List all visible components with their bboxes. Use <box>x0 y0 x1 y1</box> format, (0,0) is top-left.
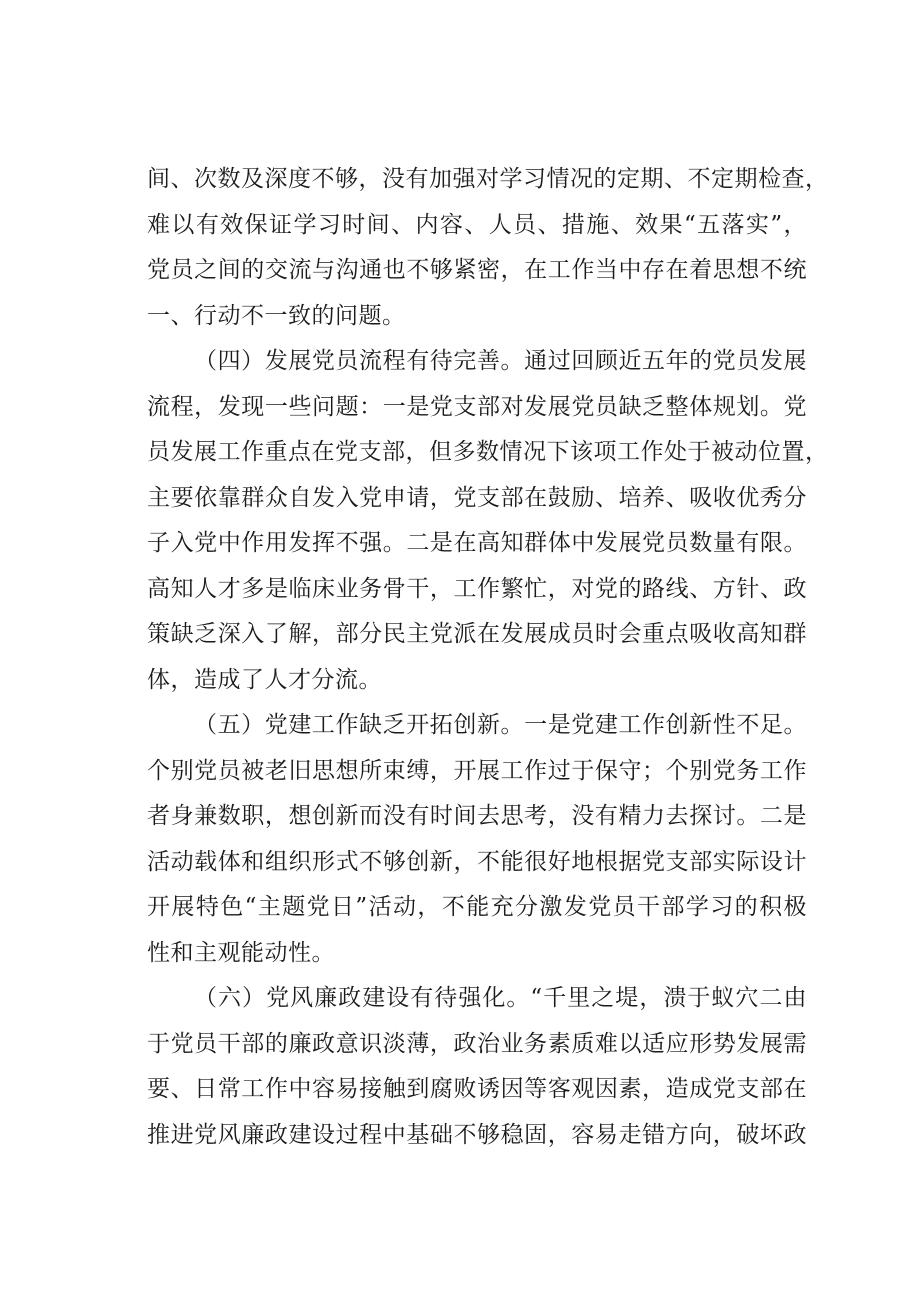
text-line: 一、行动不一致的问题。 <box>147 302 406 329</box>
text-line: 策缺乏深入了解，部分民主党派在发展成员时会重点吸收高知群 <box>147 621 807 647</box>
text-line: 性和主观能动性。 <box>147 939 335 966</box>
text-line: 间、次数及深度不够，没有加强对学习情况的定期、不定期检查， <box>147 166 829 192</box>
text-line: 子入党中作用发挥不强。二是在高知群体中发展党员数量有限。 <box>147 530 807 556</box>
section-heading-line: （六）党风廉政建设有待强化。“千里之堤，溃于蚁穴二由 <box>194 985 807 1011</box>
text-line: 体，造成了人才分流。 <box>147 666 382 693</box>
text-line: 于党员干部的廉政意识淡薄，政治业务素质难以适应形势发展需 <box>147 1030 807 1057</box>
text-line: 个别党员被老旧思想所束缚，开展工作过于保守；个别党务工作 <box>147 757 807 784</box>
text-line: 要、日常工作中容易接触到腐败诱因等客观因素，造成党支部在 <box>147 1076 807 1102</box>
text-line: 党员之间的交流与沟通也不够紧密，在工作当中存在着思想不统 <box>147 257 807 283</box>
text-line: 员发展工作重点在党支部，但多数情况下该项工作处于被动位置， <box>147 439 829 465</box>
text-line: 推进党风廉政建设过程中基础不够稳固，容易走错方向，破坏政 <box>147 1121 807 1148</box>
body-text <box>147 157 829 1158</box>
text-line: 高知人才多是临床业务骨干，工作繁忙，对党的路线、方针、政 <box>147 575 807 602</box>
section-heading-line: （五）党建工作缺乏开拓创新。一是党建工作创新性不足。 <box>194 712 807 738</box>
text-line: 者身兼数职，想创新而没有时间去思考，没有精力去探讨。二是 <box>147 803 807 829</box>
text-line: 难以有效保证学习时间、内容、人员、措施、效果“五落实”， <box>147 211 807 238</box>
text-line: 开展特色“主题党日”活动，不能充分激发党员干部学习的积极 <box>147 894 807 920</box>
text-line: 流程，发现一些问题：一是党支部对发展党员缺乏整体规划。党 <box>147 393 807 420</box>
text-line: 活动载体和组织形式不够创新，不能很好地根据党支部实际设计 <box>147 848 807 875</box>
text-line: 主要依靠群众自发入党申请，党支部在鼓励、培养、吸收优秀分 <box>147 484 807 511</box>
section-heading-line: （四）发展党员流程有待完善。通过回顾近五年的党员发展 <box>194 348 807 374</box>
